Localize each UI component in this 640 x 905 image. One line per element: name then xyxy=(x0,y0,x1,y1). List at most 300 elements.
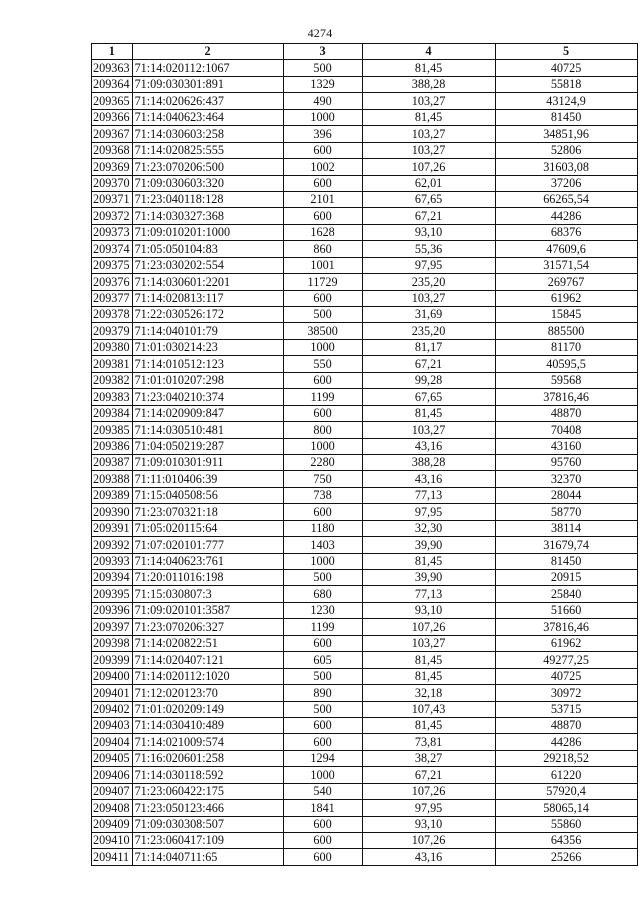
table-cell-id: 209398 xyxy=(92,635,133,651)
table-row xyxy=(92,142,638,158)
table-cell-area: 2101 xyxy=(283,191,362,207)
table-cell-code: 71:22:030526:172 xyxy=(132,307,283,323)
table-cell-rate: 67,65 xyxy=(362,389,495,405)
table-cell-rate: 62,01 xyxy=(362,175,495,191)
table-cell-id: 209377 xyxy=(92,290,133,306)
table-cell-code: 71:01:030214:23 xyxy=(132,339,283,355)
table-row xyxy=(92,175,638,191)
table-cell-rate: 81,45 xyxy=(362,553,495,569)
table-cell-area: 1199 xyxy=(283,389,362,405)
table-cell-rate: 77,13 xyxy=(362,586,495,602)
table-cell-value: 81170 xyxy=(495,339,637,355)
table-cell-code: 71:14:030118:592 xyxy=(132,767,283,783)
table-cell-id: 209388 xyxy=(92,471,133,487)
table-cell-id: 209373 xyxy=(92,224,133,240)
table-row xyxy=(92,126,638,142)
table-cell-rate: 31,69 xyxy=(362,307,495,323)
table-cell-area: 1230 xyxy=(283,602,362,618)
table-cell-code: 71:01:010207:298 xyxy=(132,372,283,388)
table-cell-rate: 97,95 xyxy=(362,257,495,273)
table-row xyxy=(92,570,638,586)
table-cell-value: 51660 xyxy=(495,602,637,618)
table-cell-rate: 107,26 xyxy=(362,619,495,635)
table-cell-code: 71:23:060417:109 xyxy=(132,833,283,849)
table-cell-code: 71:14:020909:847 xyxy=(132,405,283,421)
table-cell-code: 71:14:030510:481 xyxy=(132,422,283,438)
table-cell-area: 800 xyxy=(283,422,362,438)
table-cell-code: 71:23:070321:18 xyxy=(132,504,283,520)
column-header-1: 1 xyxy=(92,44,133,60)
table-row xyxy=(92,471,638,487)
table-row xyxy=(92,734,638,750)
table-row xyxy=(92,405,638,421)
table-cell-id: 209380 xyxy=(92,339,133,355)
table-cell-value: 64356 xyxy=(495,833,637,849)
table-cell-rate: 103,27 xyxy=(362,635,495,651)
table-cell-id: 209379 xyxy=(92,323,133,339)
table-cell-rate: 32,18 xyxy=(362,685,495,701)
table-cell-area: 600 xyxy=(283,372,362,388)
table-cell-rate: 39,90 xyxy=(362,570,495,586)
table-cell-code: 71:14:040623:464 xyxy=(132,109,283,125)
table-cell-rate: 388,28 xyxy=(362,454,495,470)
table-cell-code: 71:16:020601:258 xyxy=(132,750,283,766)
table-cell-rate: 235,20 xyxy=(362,274,495,290)
table-cell-id: 209383 xyxy=(92,389,133,405)
table-cell-value: 32370 xyxy=(495,471,637,487)
table-cell-value: 25266 xyxy=(495,849,637,865)
table-cell-value: 59568 xyxy=(495,372,637,388)
table-row xyxy=(92,422,638,438)
table-cell-area: 500 xyxy=(283,668,362,684)
table-cell-code: 71:14:040711:65 xyxy=(132,849,283,865)
column-header-5: 5 xyxy=(495,44,637,60)
table-row xyxy=(92,685,638,701)
table-cell-value: 58065,14 xyxy=(495,800,637,816)
table-cell-area: 600 xyxy=(283,208,362,224)
table-cell-value: 70408 xyxy=(495,422,637,438)
table-cell-area: 600 xyxy=(283,635,362,651)
table-cell-area: 500 xyxy=(283,701,362,717)
table-cell-area: 600 xyxy=(283,717,362,733)
table-cell-rate: 235,20 xyxy=(362,323,495,339)
table-cell-id: 209390 xyxy=(92,504,133,520)
table-cell-id: 209405 xyxy=(92,750,133,766)
table-cell-id: 209385 xyxy=(92,422,133,438)
table-cell-code: 71:14:021009:574 xyxy=(132,734,283,750)
table-cell-value: 61220 xyxy=(495,767,637,783)
table-cell-code: 71:15:030807:3 xyxy=(132,586,283,602)
table-cell-id: 209375 xyxy=(92,257,133,273)
table-cell-area: 490 xyxy=(283,93,362,109)
table-cell-id: 209392 xyxy=(92,537,133,553)
table-cell-id: 209411 xyxy=(92,849,133,865)
table-cell-code: 71:23:030202:554 xyxy=(132,257,283,273)
table-cell-id: 209384 xyxy=(92,405,133,421)
table-cell-area: 1002 xyxy=(283,159,362,175)
table-cell-id: 209400 xyxy=(92,668,133,684)
table-cell-rate: 103,27 xyxy=(362,126,495,142)
column-header-3: 3 xyxy=(283,44,362,60)
table-cell-id: 209370 xyxy=(92,175,133,191)
table-row xyxy=(92,76,638,92)
table-cell-code: 71:14:030601:2201 xyxy=(132,274,283,290)
table-cell-rate: 107,43 xyxy=(362,701,495,717)
table-cell-value: 269767 xyxy=(495,274,637,290)
table-cell-value: 31679,74 xyxy=(495,537,637,553)
table-cell-area: 500 xyxy=(283,307,362,323)
table-cell-value: 15845 xyxy=(495,307,637,323)
table-row xyxy=(92,438,638,454)
table-cell-id: 209397 xyxy=(92,619,133,635)
table-row xyxy=(92,257,638,273)
table-cell-rate: 38,27 xyxy=(362,750,495,766)
table-cell-value: 43124,9 xyxy=(495,93,637,109)
table-cell-code: 71:14:020825:555 xyxy=(132,142,283,158)
table-cell-area: 600 xyxy=(283,734,362,750)
table-cell-rate: 67,21 xyxy=(362,767,495,783)
table-row xyxy=(92,208,638,224)
table-row xyxy=(92,635,638,651)
table-cell-code: 71:12:020123:70 xyxy=(132,685,283,701)
table-cell-code: 71:20:011016:198 xyxy=(132,570,283,586)
table-cell-area: 2280 xyxy=(283,454,362,470)
table-cell-area: 1841 xyxy=(283,800,362,816)
table-cell-area: 738 xyxy=(283,487,362,503)
table-cell-id: 209374 xyxy=(92,241,133,257)
table-row xyxy=(92,454,638,470)
table-cell-value: 49277,25 xyxy=(495,652,637,668)
table-row xyxy=(92,586,638,602)
table-row xyxy=(92,241,638,257)
table-cell-id: 209396 xyxy=(92,602,133,618)
table-row xyxy=(92,356,638,372)
table-cell-value: 25840 xyxy=(495,586,637,602)
table-cell-value: 34851,96 xyxy=(495,126,637,142)
table-cell-id: 209389 xyxy=(92,487,133,503)
table-row xyxy=(92,833,638,849)
table-row xyxy=(92,750,638,766)
table-cell-value: 38114 xyxy=(495,520,637,536)
table-row xyxy=(92,602,638,618)
table-row xyxy=(92,717,638,733)
table-cell-code: 71:11:010406:39 xyxy=(132,471,283,487)
table-cell-area: 600 xyxy=(283,833,362,849)
table-cell-area: 1000 xyxy=(283,553,362,569)
table-cell-value: 40595,5 xyxy=(495,356,637,372)
table-header-row xyxy=(92,44,638,60)
table-cell-code: 71:14:020112:1067 xyxy=(132,60,283,76)
table-cell-rate: 43,16 xyxy=(362,849,495,865)
table-cell-code: 71:23:050123:466 xyxy=(132,800,283,816)
table-cell-rate: 39,90 xyxy=(362,537,495,553)
table-cell-area: 600 xyxy=(283,405,362,421)
table-row xyxy=(92,487,638,503)
table-cell-code: 71:14:020822:51 xyxy=(132,635,283,651)
table-cell-area: 1199 xyxy=(283,619,362,635)
table-cell-code: 71:23:040118:128 xyxy=(132,191,283,207)
table-cell-rate: 73,81 xyxy=(362,734,495,750)
table-cell-id: 209408 xyxy=(92,800,133,816)
table-cell-id: 209367 xyxy=(92,126,133,142)
table-cell-code: 71:14:020813:117 xyxy=(132,290,283,306)
data-table xyxy=(91,43,638,866)
table-cell-area: 1628 xyxy=(283,224,362,240)
table-cell-value: 885500 xyxy=(495,323,637,339)
table-cell-rate: 107,26 xyxy=(362,159,495,175)
table-cell-id: 209406 xyxy=(92,767,133,783)
table-row xyxy=(92,652,638,668)
table-cell-code: 71:15:040508:56 xyxy=(132,487,283,503)
table-cell-code: 71:09:030301:891 xyxy=(132,76,283,92)
table-row xyxy=(92,816,638,832)
table-row xyxy=(92,323,638,339)
table-cell-area: 1000 xyxy=(283,339,362,355)
table-cell-area: 1403 xyxy=(283,537,362,553)
table-row xyxy=(92,668,638,684)
table-row xyxy=(92,553,638,569)
table-cell-rate: 67,21 xyxy=(362,208,495,224)
table-cell-value: 20915 xyxy=(495,570,637,586)
table-cell-rate: 97,95 xyxy=(362,504,495,520)
table-cell-id: 209378 xyxy=(92,307,133,323)
table-cell-code: 71:14:030327:368 xyxy=(132,208,283,224)
table-cell-rate: 55,36 xyxy=(362,241,495,257)
table-row xyxy=(92,389,638,405)
table-cell-id: 209399 xyxy=(92,652,133,668)
table-cell-value: 47609,6 xyxy=(495,241,637,257)
table-cell-value: 61962 xyxy=(495,290,637,306)
table-cell-rate: 97,95 xyxy=(362,800,495,816)
table-cell-code: 71:14:020626:437 xyxy=(132,93,283,109)
table-cell-value: 43160 xyxy=(495,438,637,454)
table-cell-rate: 67,65 xyxy=(362,191,495,207)
table-row xyxy=(92,800,638,816)
table-cell-value: 48870 xyxy=(495,717,637,733)
table-cell-code: 71:14:030410:489 xyxy=(132,717,283,733)
table-cell-rate: 81,45 xyxy=(362,668,495,684)
table-cell-code: 71:01:020209:149 xyxy=(132,701,283,717)
table-cell-code: 71:09:030308:507 xyxy=(132,816,283,832)
table-cell-id: 209376 xyxy=(92,274,133,290)
table-cell-rate: 99,28 xyxy=(362,372,495,388)
table-cell-code: 71:09:010201:1000 xyxy=(132,224,283,240)
table-row xyxy=(92,159,638,175)
table-cell-area: 396 xyxy=(283,126,362,142)
table-cell-area: 600 xyxy=(283,816,362,832)
table-cell-area: 1294 xyxy=(283,750,362,766)
table-cell-value: 40725 xyxy=(495,60,637,76)
table-cell-id: 209391 xyxy=(92,520,133,536)
table-row xyxy=(92,109,638,125)
table-cell-area: 1180 xyxy=(283,520,362,536)
table-row xyxy=(92,537,638,553)
table-cell-area: 11729 xyxy=(283,274,362,290)
table-row xyxy=(92,93,638,109)
table-cell-rate: 107,26 xyxy=(362,783,495,799)
table-cell-area: 1000 xyxy=(283,109,362,125)
table-cell-area: 1000 xyxy=(283,438,362,454)
table-cell-code: 71:09:010301:911 xyxy=(132,454,283,470)
table-cell-rate: 103,27 xyxy=(362,142,495,158)
table-cell-area: 750 xyxy=(283,471,362,487)
table-cell-rate: 43,16 xyxy=(362,438,495,454)
table-row xyxy=(92,339,638,355)
table-cell-area: 680 xyxy=(283,586,362,602)
table-cell-area: 540 xyxy=(283,783,362,799)
table-cell-value: 53715 xyxy=(495,701,637,717)
table-cell-rate: 103,27 xyxy=(362,422,495,438)
table-cell-value: 40725 xyxy=(495,668,637,684)
table-row xyxy=(92,60,638,76)
table-cell-area: 605 xyxy=(283,652,362,668)
table-row xyxy=(92,307,638,323)
table-cell-id: 209409 xyxy=(92,816,133,832)
table-cell-value: 37816,46 xyxy=(495,389,637,405)
table-cell-rate: 81,45 xyxy=(362,109,495,125)
table-cell-id: 209402 xyxy=(92,701,133,717)
table-cell-id: 209365 xyxy=(92,93,133,109)
table-cell-area: 860 xyxy=(283,241,362,257)
table-row xyxy=(92,290,638,306)
table-cell-rate: 103,27 xyxy=(362,290,495,306)
table-cell-id: 209381 xyxy=(92,356,133,372)
table-cell-code: 71:23:060422:175 xyxy=(132,783,283,799)
table-cell-value: 55860 xyxy=(495,816,637,832)
table-cell-value: 48870 xyxy=(495,405,637,421)
table-cell-value: 30972 xyxy=(495,685,637,701)
table-cell-id: 209401 xyxy=(92,685,133,701)
table-cell-area: 550 xyxy=(283,356,362,372)
table-row xyxy=(92,274,638,290)
table-cell-value: 61962 xyxy=(495,635,637,651)
table-cell-id: 209393 xyxy=(92,553,133,569)
table-cell-rate: 93,10 xyxy=(362,816,495,832)
table-cell-id: 209364 xyxy=(92,76,133,92)
table-cell-rate: 388,28 xyxy=(362,76,495,92)
table-cell-value: 81450 xyxy=(495,109,637,125)
table-cell-value: 68376 xyxy=(495,224,637,240)
table-cell-rate: 43,16 xyxy=(362,471,495,487)
table-cell-value: 66265,54 xyxy=(495,191,637,207)
table-cell-area: 500 xyxy=(283,570,362,586)
table-cell-code: 71:14:030603:258 xyxy=(132,126,283,142)
table-cell-id: 209368 xyxy=(92,142,133,158)
table-cell-id: 209371 xyxy=(92,191,133,207)
table-cell-rate: 81,45 xyxy=(362,60,495,76)
table-cell-area: 600 xyxy=(283,849,362,865)
table-cell-value: 31603,08 xyxy=(495,159,637,175)
table-cell-rate: 32,30 xyxy=(362,520,495,536)
table-cell-value: 44286 xyxy=(495,208,637,224)
table-row xyxy=(92,372,638,388)
table-row xyxy=(92,849,638,865)
table-cell-value: 28044 xyxy=(495,487,637,503)
table-cell-value: 57920,4 xyxy=(495,783,637,799)
table-cell-code: 71:09:020101:3587 xyxy=(132,602,283,618)
table-cell-value: 95760 xyxy=(495,454,637,470)
table-cell-id: 209407 xyxy=(92,783,133,799)
table-cell-rate: 107,26 xyxy=(362,833,495,849)
table-cell-code: 71:14:020407:121 xyxy=(132,652,283,668)
table-row xyxy=(92,783,638,799)
table-cell-code: 71:04:050219:287 xyxy=(132,438,283,454)
table-cell-id: 209366 xyxy=(92,109,133,125)
table-row xyxy=(92,619,638,635)
table-cell-value: 55818 xyxy=(495,76,637,92)
table-cell-area: 600 xyxy=(283,290,362,306)
table-cell-id: 209394 xyxy=(92,570,133,586)
table-cell-id: 209372 xyxy=(92,208,133,224)
table-cell-area: 38500 xyxy=(283,323,362,339)
table-cell-rate: 81,45 xyxy=(362,717,495,733)
table-cell-area: 600 xyxy=(283,504,362,520)
table-cell-value: 81450 xyxy=(495,553,637,569)
table-row xyxy=(92,701,638,717)
table-cell-area: 890 xyxy=(283,685,362,701)
table-cell-id: 209395 xyxy=(92,586,133,602)
table-cell-rate: 103,27 xyxy=(362,93,495,109)
table-cell-rate: 81,17 xyxy=(362,339,495,355)
table-cell-area: 600 xyxy=(283,175,362,191)
table-cell-code: 71:23:040210:374 xyxy=(132,389,283,405)
table-cell-value: 44286 xyxy=(495,734,637,750)
table-cell-rate: 93,10 xyxy=(362,602,495,618)
table-cell-code: 71:14:010512:123 xyxy=(132,356,283,372)
table-cell-id: 209403 xyxy=(92,717,133,733)
table-cell-value: 31571,54 xyxy=(495,257,637,273)
table-cell-code: 71:14:040623:761 xyxy=(132,553,283,569)
column-header-2: 2 xyxy=(132,44,283,60)
table-cell-id: 209382 xyxy=(92,372,133,388)
table-row xyxy=(92,767,638,783)
table-cell-value: 29218,52 xyxy=(495,750,637,766)
table-row xyxy=(92,504,638,520)
table-cell-value: 52806 xyxy=(495,142,637,158)
table-cell-area: 1001 xyxy=(283,257,362,273)
table-cell-rate: 81,45 xyxy=(362,405,495,421)
table-cell-id: 209404 xyxy=(92,734,133,750)
table-cell-code: 71:05:050104:83 xyxy=(132,241,283,257)
table-cell-area: 600 xyxy=(283,142,362,158)
table-cell-code: 71:07:020101:777 xyxy=(132,537,283,553)
table-cell-id: 209369 xyxy=(92,159,133,175)
table-cell-rate: 77,13 xyxy=(362,487,495,503)
table-cell-value: 37816,46 xyxy=(495,619,637,635)
page-number: 4274 xyxy=(307,26,333,40)
table-cell-area: 1329 xyxy=(283,76,362,92)
table-cell-id: 209386 xyxy=(92,438,133,454)
table-cell-code: 71:14:020112:1020 xyxy=(132,668,283,684)
table-cell-id: 209387 xyxy=(92,454,133,470)
table-cell-value: 37206 xyxy=(495,175,637,191)
table-cell-area: 500 xyxy=(283,60,362,76)
table-row xyxy=(92,520,638,536)
table-row xyxy=(92,224,638,240)
table-cell-code: 71:14:040101:79 xyxy=(132,323,283,339)
column-header-4: 4 xyxy=(362,44,495,60)
table-cell-rate: 67,21 xyxy=(362,356,495,372)
table-cell-id: 209363 xyxy=(92,60,133,76)
table-cell-code: 71:09:030603:320 xyxy=(132,175,283,191)
table-cell-code: 71:23:070206:500 xyxy=(132,159,283,175)
table-cell-id: 209410 xyxy=(92,833,133,849)
table-body xyxy=(92,60,638,865)
table-row xyxy=(92,191,638,207)
table-cell-area: 1000 xyxy=(283,767,362,783)
table-cell-rate: 93,10 xyxy=(362,224,495,240)
table-cell-value: 58770 xyxy=(495,504,637,520)
